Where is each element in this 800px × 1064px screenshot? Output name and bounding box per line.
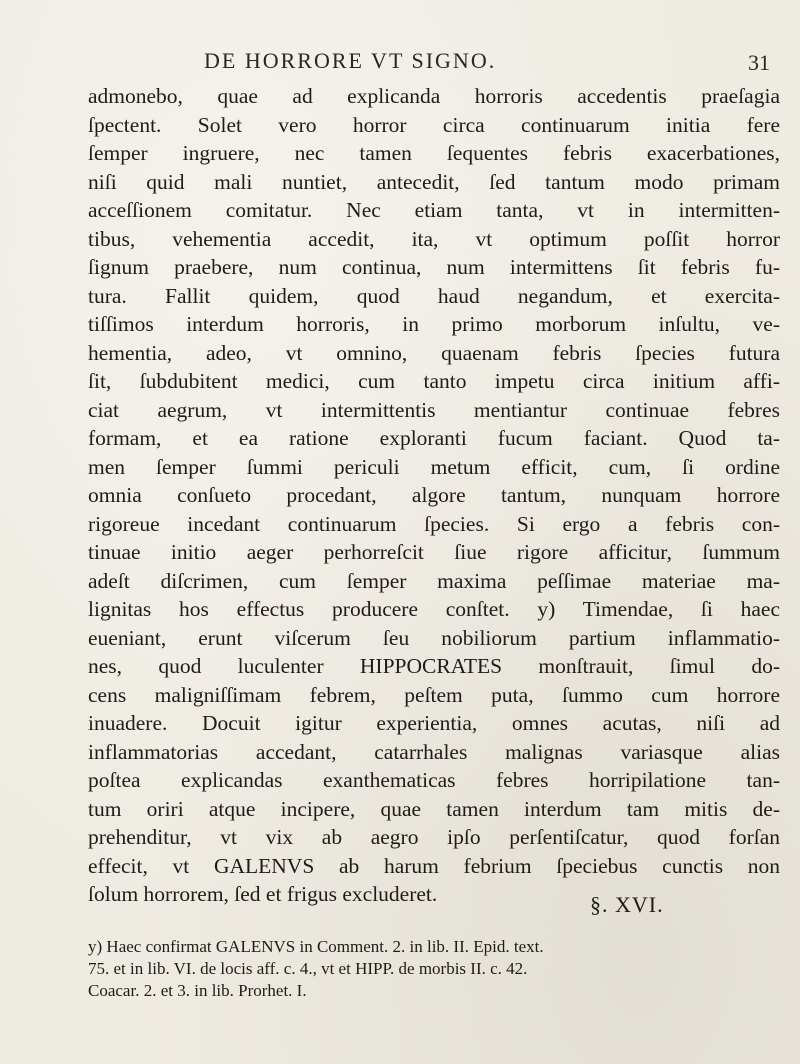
text-line: men ſemper ſummi periculi metum efficit, cum, ſi ordine bbox=[88, 454, 780, 479]
running-head bbox=[0, 36, 800, 76]
text-line: admonebo, quae ad explicanda horroris accedentis praeſagia bbox=[88, 84, 780, 108]
text-line: eueniant, erunt viſcerum ſeu nobiliorum partium inflammatio- bbox=[88, 625, 780, 650]
text-line: nes, quod luculenter HIPPOCRATES monſtrauit, ſimul do- bbox=[88, 654, 780, 678]
text-line: tibus, vehementia accedit, ita, vt optimum poſſit horror bbox=[88, 226, 780, 251]
text-line: inflammatorias accedant, catarrhales malignas variasque alias bbox=[88, 739, 780, 764]
text-line: poſtea explicandas exanthematicas febres horripilatione tan- bbox=[88, 768, 780, 792]
text-line: ſpectent. Solet vero horror circa continuarum initia fere bbox=[88, 112, 780, 137]
text-line: tinuae initio aeger perhorreſcit ſiue rigore afficitur, ſummum bbox=[88, 540, 780, 564]
footnote-line: y) Haec confirmat GALENVS in Comment. 2. in lib. II. Epid. text. bbox=[88, 937, 544, 956]
text-line: tiſſimos interdum horroris, in primo morborum inſultu, ve- bbox=[88, 312, 780, 336]
body-text bbox=[88, 82, 788, 909]
footnotes bbox=[88, 936, 788, 1002]
text-line: effecit, vt GALENVS ab harum febrium ſpeciebus cunctis non bbox=[88, 853, 780, 878]
text-line: omnia conſueto procedant, algore tantum, nunquam horrore bbox=[88, 483, 780, 507]
text-line: formam, et ea ratione exploranti fucum faciant. Quod ta- bbox=[88, 426, 780, 450]
text-line: tum oriri atque incipere, quae tamen interdum tam mitis de- bbox=[88, 796, 780, 821]
text-line: ſignum praebere, num continua, num intermittens ſit febris fu- bbox=[88, 255, 780, 279]
running-title: DE HORRORE VT SIGNO. bbox=[204, 48, 497, 73]
section-heading-next: §. XVI. bbox=[590, 892, 664, 917]
text-line: ſolum horrorem, ſed et frigus excluderet. bbox=[88, 882, 438, 906]
text-line: tura. Fallit quidem, quod haud negandum, et exercita- bbox=[88, 283, 780, 308]
text-line: rigoreue incedant continuarum ſpecies. Si ergo a febris con- bbox=[88, 511, 780, 536]
text-line: lignitas hos effectus producere conſtet. y) Timendae, ſi haec bbox=[88, 597, 780, 621]
text-line: hementia, adeo, vt omnino, quaenam febris ſpecies futura bbox=[88, 340, 780, 365]
text-line: niſi quid mali nuntiet, antecedit, ſed tantum modo primam bbox=[88, 169, 780, 194]
text-line: ſemper ingruere, nec tamen ſequentes febris exacerbationes, bbox=[88, 141, 780, 165]
footnote-line: 75. et in lib. VI. de locis aff. c. 4., vt et HIPP. de morbis II. c. 42. bbox=[88, 959, 528, 978]
text-line: inuadere. Docuit igitur experientia, omnes acutas, niſi ad bbox=[88, 711, 780, 735]
footnote-line: Coacar. 2. et 3. in lib. Prorhet. I. bbox=[88, 981, 307, 1000]
page-number: 31 bbox=[748, 50, 770, 75]
text-line: prehenditur, vt vix ab aegro ipſo perſentiſcatur, quod forſan bbox=[88, 825, 780, 849]
text-line: cens maligniſſimam febrem, peſtem puta, ſummo cum horrore bbox=[88, 682, 780, 707]
text-line: adeſt diſcrimen, cum ſemper maxima peſſimae materiae ma- bbox=[88, 568, 780, 593]
text-line: ſit, ſubdubitent medici, cum tanto impetu circa initium affi- bbox=[88, 369, 780, 393]
text-line: acceſſionem comitatur. Nec etiam tanta, vt in intermitten- bbox=[88, 198, 780, 222]
text-line: ciat aegrum, vt intermittentis mentiantur continuae febres bbox=[88, 397, 780, 422]
